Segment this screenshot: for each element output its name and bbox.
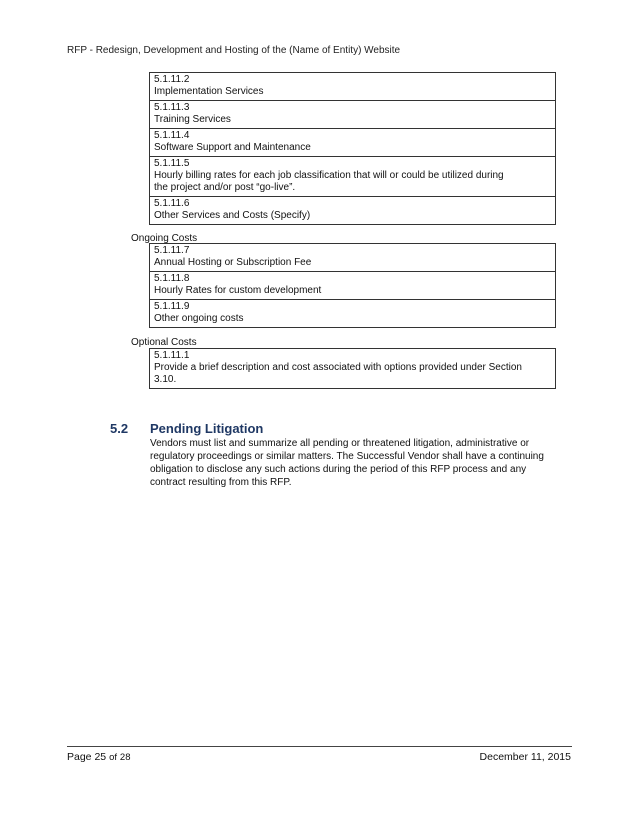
table-row bbox=[150, 272, 556, 300]
table-row bbox=[150, 101, 556, 129]
item-text: Hourly Rates for custom development bbox=[154, 285, 322, 296]
page-number bbox=[67, 751, 131, 763]
item-number: 5.1.11.7 bbox=[154, 245, 190, 256]
section-number: 5.2 bbox=[110, 421, 129, 436]
section-body: Vendors must list and summarize all pending or threatened litigation, administrative or regulatory proceedings or similar matters. The Successful Vendor shall have a continuing obligation to disclose any such actions during the period of this RFP process and any contract resulting from this RFP. bbox=[150, 438, 544, 488]
item-number: 5.1.11.8 bbox=[154, 273, 190, 284]
table-row bbox=[150, 129, 556, 157]
page-total: 28 bbox=[119, 752, 131, 763]
item-number: 5.1.11.3 bbox=[154, 102, 190, 113]
ongoing-costs-label: Ongoing Costs bbox=[131, 233, 198, 244]
cost-table-ongoing bbox=[149, 243, 556, 328]
item-number: 5.1.11.6 bbox=[154, 198, 190, 209]
table-row bbox=[150, 300, 556, 328]
cost-table-optional bbox=[149, 348, 556, 389]
cost-table-services bbox=[149, 72, 556, 225]
item-text: Hourly billing rates for each job classification that will or could be utilized during the project and/or post “go-live”. bbox=[154, 170, 504, 193]
item-text: Training Services bbox=[154, 114, 231, 125]
footer-divider bbox=[67, 746, 572, 747]
optional-costs-label: Optional Costs bbox=[131, 337, 197, 348]
item-number: 5.1.11.1 bbox=[154, 350, 190, 361]
table-row bbox=[150, 349, 556, 389]
table-row bbox=[150, 197, 556, 225]
item-text: Other Services and Costs (Specify) bbox=[154, 210, 311, 221]
footer-date: December 11, 2015 bbox=[479, 751, 571, 763]
table-row bbox=[150, 157, 556, 197]
table-row bbox=[150, 244, 556, 272]
item-number: 5.1.11.4 bbox=[154, 130, 190, 141]
item-text: Annual Hosting or Subscription Fee bbox=[154, 257, 312, 268]
page-of-label: of bbox=[109, 752, 117, 763]
item-number: 5.1.11.9 bbox=[154, 301, 190, 312]
item-number: 5.1.11.2 bbox=[154, 74, 190, 85]
item-text: Provide a brief description and cost associated with options provided under Section 3.10. bbox=[154, 362, 522, 385]
table-row bbox=[150, 73, 556, 101]
item-text: Implementation Services bbox=[154, 86, 264, 97]
item-text: Other ongoing costs bbox=[154, 313, 244, 324]
page-prefix: Page bbox=[67, 751, 92, 763]
section-title: Pending Litigation bbox=[150, 421, 264, 436]
item-text: Software Support and Maintenance bbox=[154, 142, 311, 153]
page-current: 25 bbox=[94, 751, 107, 763]
page-header: RFP - Redesign, Development and Hosting of the (Name of Entity) Website bbox=[67, 45, 401, 56]
item-number: 5.1.11.5 bbox=[154, 158, 190, 169]
